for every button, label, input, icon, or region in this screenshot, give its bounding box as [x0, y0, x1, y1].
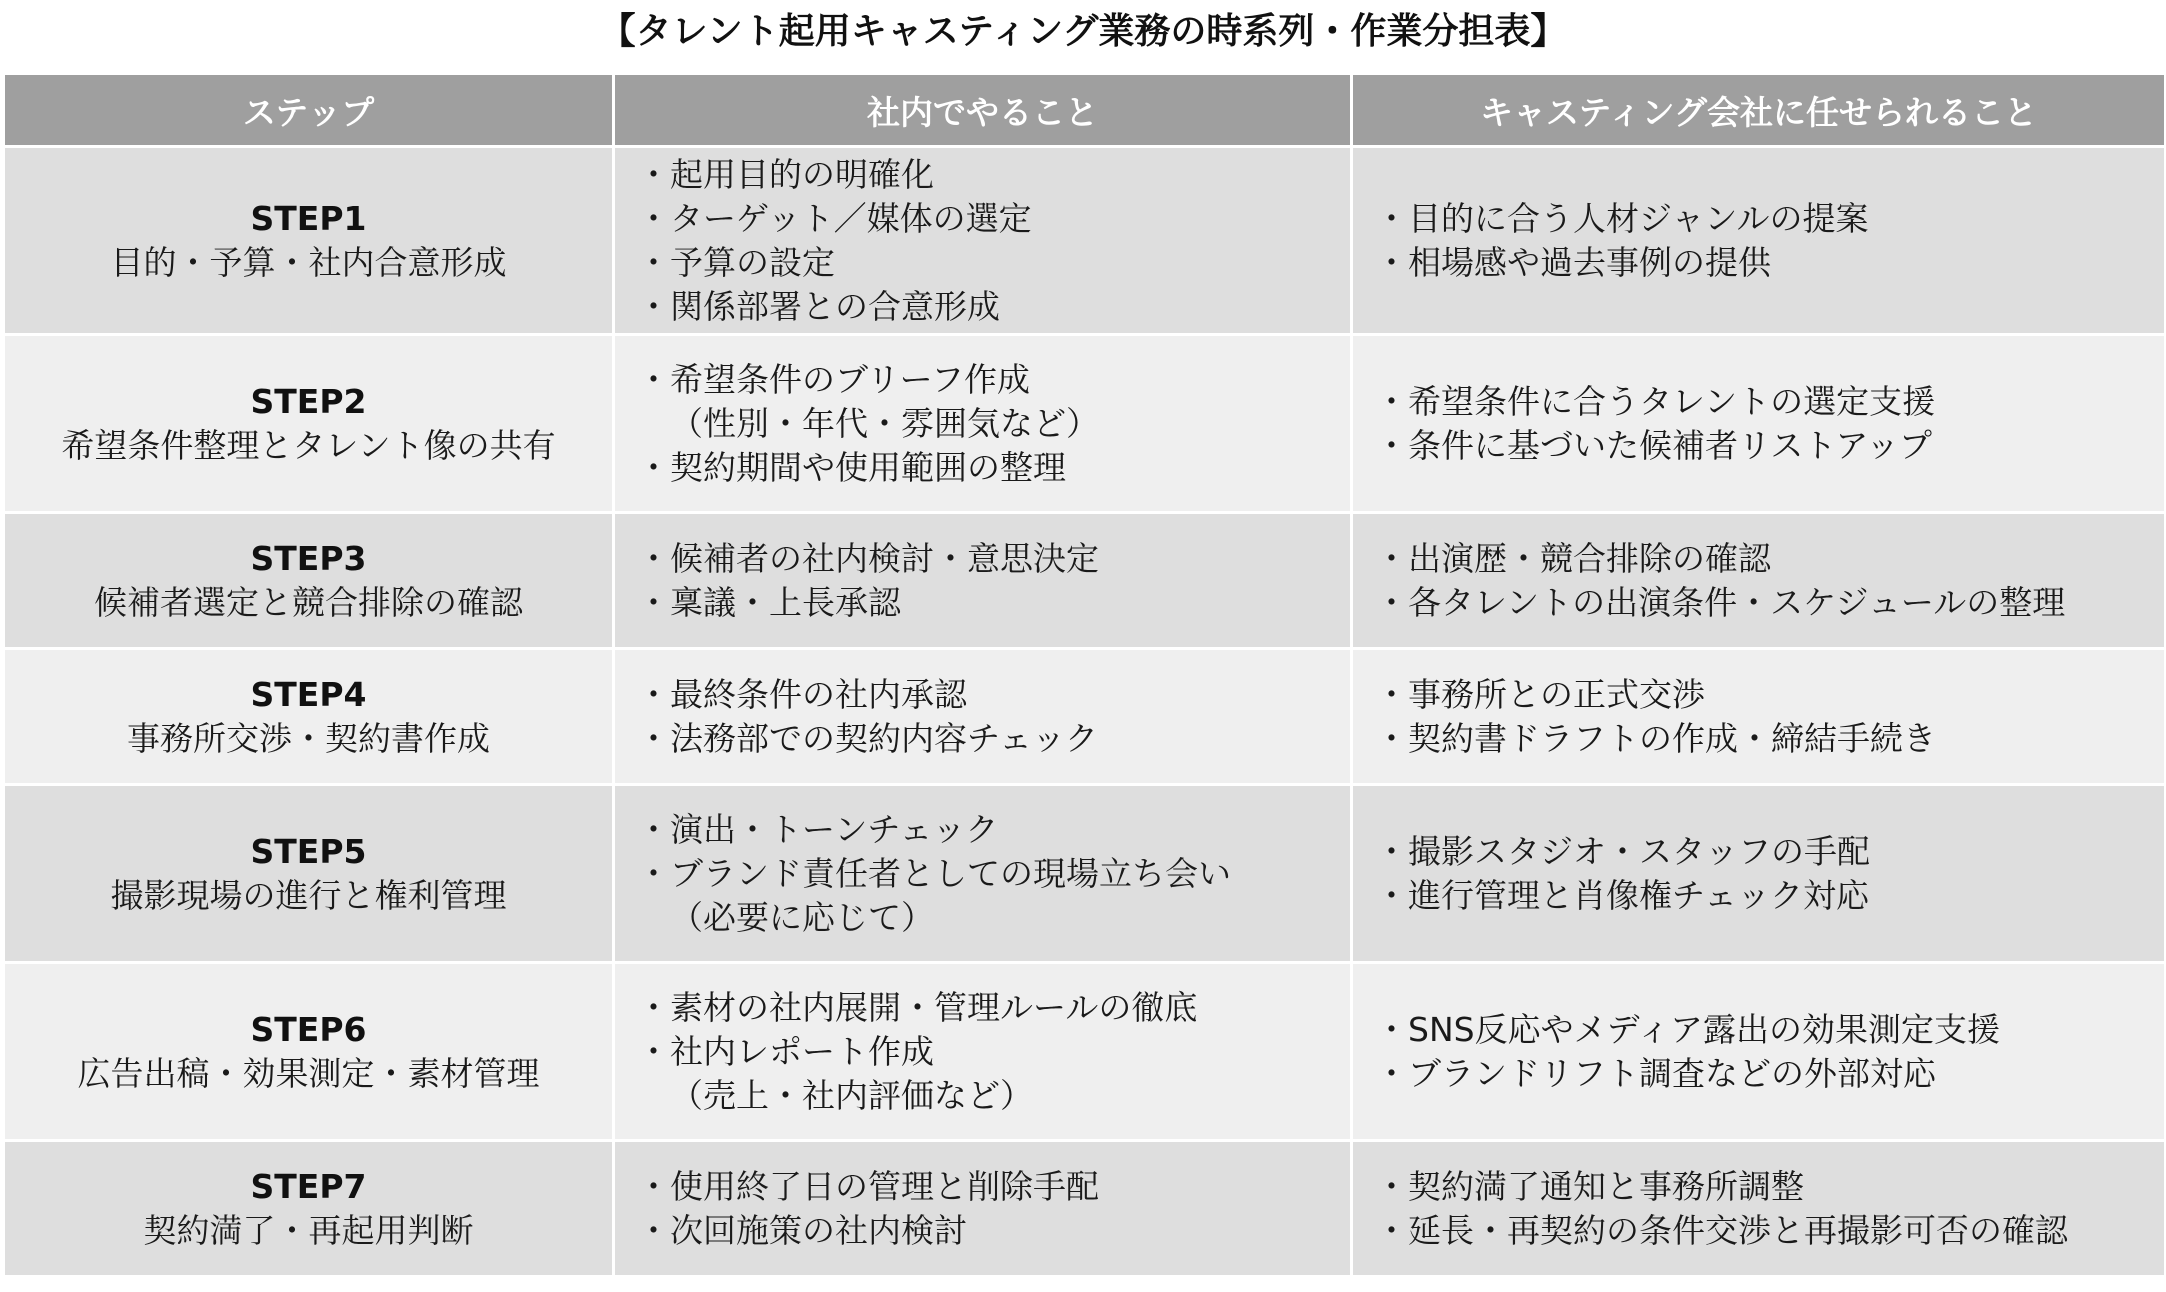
agency-cell	[1352, 513, 2166, 649]
step-cell	[4, 513, 614, 649]
inhouse-cell	[614, 963, 1352, 1141]
list-item-text: 延長・再契約の条件交渉と再撮影可否の確認	[1408, 1210, 2068, 1250]
list-item-text: 候補者の社内検討・意思決定	[670, 538, 1099, 578]
list-item	[637, 717, 1350, 761]
header-step: ステップ	[4, 74, 614, 147]
list-item-text: （必要に応じて）	[670, 897, 934, 937]
inhouse-cell	[614, 147, 1352, 335]
step-cell	[4, 963, 614, 1141]
list-item-text: 契約満了通知と事務所調整	[1408, 1166, 1804, 1206]
step-number: STEP4	[250, 674, 367, 714]
list-item	[1375, 717, 2164, 761]
list-item	[1375, 673, 2164, 717]
step-cell	[4, 335, 614, 513]
list-item-text: 稟議・上長承認	[670, 582, 901, 622]
bullet-mark: ・	[637, 538, 670, 578]
list-item	[1375, 1052, 2164, 1096]
list-item	[637, 986, 1350, 1030]
list-item-text: （性別・年代・雰囲気など）	[670, 403, 1099, 443]
header-inhouse: 社内でやること	[614, 74, 1352, 147]
list-item-text: 撮影スタジオ・スタッフの手配	[1408, 831, 1870, 871]
bullet-mark: ・	[637, 582, 670, 622]
step-name: 広告出稿・効果測定・素材管理	[77, 1053, 540, 1093]
bullet-mark: ・	[1375, 831, 1408, 871]
step-name: 事務所交渉・契約書作成	[127, 718, 490, 758]
list-item-text: 目的に合う人材ジャンルの提案	[1408, 198, 1869, 238]
agency-task-list	[1375, 673, 2164, 761]
list-item	[1375, 1209, 2164, 1253]
bullet-mark: ・	[1375, 425, 1408, 465]
agency-task-list	[1375, 537, 2164, 625]
inhouse-task-list	[637, 537, 1350, 625]
list-item	[637, 241, 1350, 285]
list-item	[637, 153, 1350, 197]
step-number: STEP3	[250, 538, 367, 578]
list-item	[637, 581, 1350, 625]
table-row	[4, 785, 2166, 963]
list-item-text: 次回施策の社内検討	[670, 1210, 967, 1250]
table-row	[4, 513, 2166, 649]
inhouse-task-list	[637, 808, 1350, 940]
list-item-text: 社内レポート作成	[670, 1031, 934, 1071]
bullet-mark: ・	[637, 198, 670, 238]
agency-cell	[1352, 1141, 2166, 1277]
agency-cell	[1352, 147, 2166, 335]
list-item	[1375, 241, 2164, 285]
bullet-mark: ・	[1375, 1210, 1408, 1250]
list-item-text: 素材の社内展開・管理ルールの徹底	[670, 987, 1198, 1027]
bullet-mark: ・	[1375, 198, 1408, 238]
list-item	[1375, 380, 2164, 424]
list-item-text: 相場感や過去事例の提供	[1408, 242, 1771, 282]
step-cell	[4, 785, 614, 963]
inhouse-cell	[614, 513, 1352, 649]
list-item	[637, 402, 1350, 446]
bullet-mark: ・	[637, 853, 670, 893]
list-item	[637, 1030, 1350, 1074]
bullet-mark: ・	[1375, 582, 1408, 622]
list-item	[637, 446, 1350, 490]
list-item-text: 事務所との正式交渉	[1408, 674, 1705, 714]
list-item	[637, 1165, 1350, 1209]
bullet-mark: ・	[1375, 242, 1408, 282]
header-row	[4, 74, 2166, 147]
table-body	[4, 147, 2166, 1277]
header-agency: キャスティング会社に任せられること	[1352, 74, 2166, 147]
bullet-mark: ・	[637, 154, 670, 194]
list-item	[637, 358, 1350, 402]
step-name: 希望条件整理とタレント像の共有	[61, 425, 556, 465]
table-row	[4, 963, 2166, 1141]
step-number: STEP6	[250, 1009, 367, 1049]
list-item-text: 契約期間や使用範囲の整理	[670, 447, 1066, 487]
list-item-text: 出演歴・競合排除の確認	[1408, 538, 1771, 578]
agency-cell	[1352, 335, 2166, 513]
list-item	[637, 808, 1350, 852]
list-item-text: 使用終了日の管理と削除手配	[670, 1166, 1099, 1206]
list-item	[637, 852, 1350, 896]
step-number: STEP7	[250, 1166, 367, 1206]
table-row	[4, 335, 2166, 513]
step-name: 候補者選定と競合排除の確認	[94, 582, 523, 622]
bullet-mark: ・	[1375, 381, 1408, 421]
inhouse-task-list	[637, 986, 1350, 1118]
step-number: STEP5	[250, 831, 367, 871]
agency-task-list	[1375, 1165, 2164, 1253]
step-cell	[4, 649, 614, 785]
inhouse-cell	[614, 335, 1352, 513]
agency-task-list	[1375, 1008, 2164, 1096]
bullet-mark: ・	[637, 359, 670, 399]
agency-cell	[1352, 785, 2166, 963]
list-item-text: 各タレントの出演条件・スケジュールの整理	[1408, 582, 2066, 622]
bullet-mark: ・	[1375, 538, 1408, 578]
list-item	[637, 896, 1350, 940]
step-name: 撮影現場の進行と権利管理	[110, 875, 507, 915]
list-item-text: 法務部での契約内容チェック	[670, 718, 1099, 758]
bullet-mark: ・	[1375, 1166, 1408, 1206]
bullet-mark: ・	[637, 809, 670, 849]
list-item	[1375, 874, 2164, 918]
inhouse-task-list	[637, 673, 1350, 761]
bullet-mark: ・	[1375, 718, 1408, 758]
list-item	[1375, 581, 2164, 625]
table-row	[4, 649, 2166, 785]
agency-task-list	[1375, 830, 2164, 918]
list-item	[637, 537, 1350, 581]
bullet-mark: ・	[637, 447, 670, 487]
bullet-mark: ・	[1375, 1009, 1408, 1049]
bullet-mark: ・	[637, 1166, 670, 1206]
bullet-mark: ・	[637, 1210, 670, 1250]
list-item	[1375, 1165, 2164, 1209]
list-item-text: 契約書ドラフトの作成・締結手続き	[1408, 718, 1936, 758]
list-item-text: 演出・トーンチェック	[670, 809, 999, 849]
list-item	[1375, 1008, 2164, 1052]
bullet-mark: ・	[1375, 875, 1408, 915]
list-item-text: SNS反応やメディア露出の効果測定支援	[1408, 1009, 2000, 1049]
list-item-text: 条件に基づいた候補者リストアップ	[1408, 425, 1933, 465]
agency-task-list	[1375, 197, 2164, 285]
list-item	[1375, 197, 2164, 241]
list-item	[637, 285, 1350, 329]
step-name: 目的・予算・社内合意形成	[110, 242, 507, 282]
schedule-table	[2, 72, 2166, 1278]
bullet-mark: ・	[637, 242, 670, 282]
inhouse-cell	[614, 649, 1352, 785]
list-item-text: 最終条件の社内承認	[670, 674, 967, 714]
inhouse-task-list	[637, 153, 1350, 329]
step-number: STEP2	[250, 381, 367, 421]
agency-cell	[1352, 963, 2166, 1141]
bullet-mark: ・	[637, 674, 670, 714]
bullet-mark: ・	[637, 1031, 670, 1071]
list-item-text: 希望条件に合うタレントの選定支援	[1408, 381, 1936, 421]
step-name: 契約満了・再起用判断	[143, 1210, 474, 1250]
list-item-text: ブランドリフト調査などの外部対応	[1408, 1053, 1936, 1093]
inhouse-task-list	[637, 1165, 1350, 1253]
list-item-text: 進行管理と肖像権チェック対応	[1408, 875, 1870, 915]
step-number: STEP1	[250, 198, 367, 238]
inhouse-cell	[614, 785, 1352, 963]
agency-task-list	[1375, 380, 2164, 468]
list-item	[1375, 537, 2164, 581]
list-item	[1375, 830, 2164, 874]
list-item-text: 起用目的の明確化	[670, 154, 934, 194]
inhouse-task-list	[637, 358, 1350, 490]
list-item	[637, 1209, 1350, 1253]
list-item-text: 関係部署との合意形成	[670, 286, 1000, 326]
step-cell	[4, 147, 614, 335]
list-item-text: （売上・社内評価など）	[670, 1075, 1033, 1115]
list-item	[637, 673, 1350, 717]
step-cell	[4, 1141, 614, 1277]
agency-cell	[1352, 649, 2166, 785]
table-row	[4, 1141, 2166, 1277]
list-item-text: ブランド責任者としての現場立ち会い	[670, 853, 1231, 893]
bullet-mark: ・	[1375, 674, 1408, 714]
inhouse-cell	[614, 1141, 1352, 1277]
bullet-mark: ・	[637, 718, 670, 758]
list-item	[1375, 424, 2164, 468]
list-item-text: 希望条件のブリーフ作成	[670, 359, 1031, 399]
list-item-text: 予算の設定	[670, 242, 835, 282]
page-title: 【タレント起用キャスティング業務の時系列・作業分担表】	[599, 11, 1567, 52]
list-item	[637, 197, 1350, 241]
bullet-mark: ・	[637, 286, 670, 326]
list-item-text: ターゲット／媒体の選定	[670, 198, 1032, 238]
table-row	[4, 147, 2166, 335]
bullet-mark: ・	[637, 987, 670, 1027]
list-item	[637, 1074, 1350, 1118]
bullet-mark: ・	[1375, 1053, 1408, 1093]
